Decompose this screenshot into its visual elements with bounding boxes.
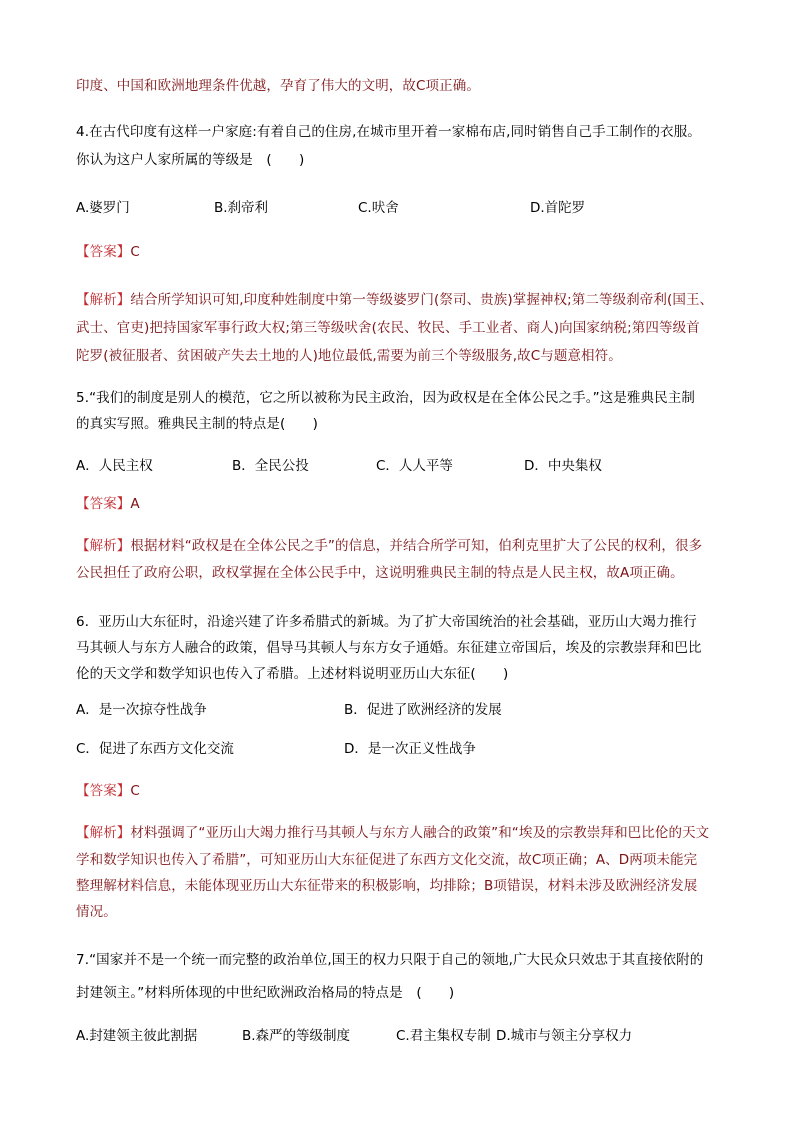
- analysis-text: 结合所学知识可知,印度种姓制度中第一等级婆罗门(祭司、贵族)掌握神权;第二等级刹帝利(国王、: [130, 292, 714, 308]
- q6-analysis-line-3: 整理解材料信息，未能体现亚历山大东征带来的积极影响，均排除；B项错误，材料未涉及欧洲经济发展: [76, 878, 698, 894]
- intro-analysis-line: 印度、中国和欧洲地理条件优越，孕育了伟大的文明，故C项正确。: [76, 78, 480, 94]
- q7-stem-line-2: 封建领主。”材料所体现的中世纪欧洲政治格局的特点是 ( ): [76, 985, 455, 1001]
- q4-option-a: A.婆罗门: [76, 200, 130, 216]
- q5-option-d: D．中央集权: [524, 458, 602, 474]
- q5-option-b: B．全民公投: [232, 458, 309, 474]
- q5-analysis-line-1: [76, 536, 754, 556]
- q4-stem-line-2: 你认为这户人家所属的等级是 ( ): [76, 152, 305, 168]
- q5-stem-line-1: 5.“我们的制度是别人的模范，它之所以被称为民主政治，因为政权是在全体公民之手。”这是雅典民主制: [76, 390, 695, 406]
- q6-analysis-line-2: 学和数学知识也传入了希腊”，可知亚历山大东征促进了东西方文化交流，故C项正确；A、D两项未能完: [76, 852, 698, 868]
- answer-value: C: [130, 783, 140, 799]
- q5-stem-line-2: 的真实写照。雅典民主制的特点是( ): [76, 416, 318, 432]
- q7-option-a: A.封建领主彼此割据: [76, 1028, 198, 1044]
- analysis-tag: 【解析】: [76, 538, 131, 554]
- answer-tag: 【答案】: [76, 496, 131, 512]
- q4-answer: [76, 242, 754, 262]
- q6-stem-line-1: 6．亚历山大东征时，沿途兴建了许多希腊式的新城。为了扩大帝国统治的社会基础，亚历山大竭力推行: [76, 614, 697, 630]
- q4-option-c: C.吠舍: [358, 200, 399, 216]
- q4-option-d: D.首陀罗: [530, 200, 586, 216]
- analysis-tag: 【解析】: [76, 825, 131, 841]
- answer-tag: 【答案】: [76, 783, 131, 799]
- q6-analysis-line-4: 情况。: [76, 904, 117, 920]
- q7-option-c: C.君主集权专制: [396, 1028, 491, 1044]
- q4-stem-line-1: 4.在古代印度有这样一户家庭:有着自己的住房,在城市里开着一家棉布店,同时销售自己手工制作的衣服。: [76, 124, 701, 140]
- analysis-tag: 【解析】: [76, 292, 131, 308]
- q5-option-a: A．人民主权: [76, 458, 153, 474]
- analysis-text: 根据材料“政权是在全体公民之手”的信息，并结合所学可知，伯利克里扩大了公民的权利，很多: [130, 538, 703, 554]
- q4-analysis-line-3: 陀罗(被征服者、贫困破产失去土地的人)地位最低,需要为前三个等级服务,故C与题意相符。: [76, 348, 622, 364]
- q6-analysis-line-1: [76, 823, 754, 843]
- q6-option-c: C．促进了东西方文化交流: [76, 741, 234, 757]
- answer-value: C: [130, 244, 140, 260]
- q7-option-b: B.森严的等级制度: [242, 1028, 351, 1044]
- answer-value: A: [130, 496, 140, 512]
- q5-answer: [76, 494, 754, 514]
- q6-option-b: B．促进了欧洲经济的发展: [344, 702, 502, 718]
- q6-stem-line-3: 伦的天文学和数学知识也传入了希腊。上述材料说明亚历山大东征( ): [76, 666, 509, 682]
- q6-option-d: D．是一次正义性战争: [344, 741, 476, 757]
- q6-answer: [76, 781, 754, 801]
- q7-option-d: D.城市与领主分享权力: [496, 1028, 633, 1044]
- q4-option-b: B.刹帝利: [214, 200, 269, 216]
- q4-analysis-line-1: [76, 290, 754, 310]
- q6-stem-line-2: 马其顿人与东方人融合的政策，倡导马其顿人与东方女子通婚。东征建立帝国后，埃及的宗教崇拜和巴比: [76, 640, 702, 656]
- analysis-text: 材料强调了“亚历山大竭力推行马其顿人与东方人融合的政策”和“埃及的宗教崇拜和巴比伦的天文: [130, 825, 710, 841]
- answer-tag: 【答案】: [76, 244, 131, 260]
- q5-option-c: C．人人平等: [376, 458, 453, 474]
- q7-stem-line-1: 7.“国家并不是一个统一而完整的政治单位,国王的权力只限于自己的领地,广大民众只效忠于其直接依附的: [76, 952, 704, 968]
- q4-analysis-line-2: 武士、官吏)把持国家军事行政大权;第三等级吠舍(农民、牧民、手工业者、商人)向国家纳税;第四等级首: [76, 320, 700, 336]
- q5-analysis-line-2: 公民担任了政府公职，政权掌握在全体公民手中，这说明雅典民主制的特点是人民主权，故A项正确。: [76, 565, 684, 581]
- q6-option-a: A．是一次掠夺性战争: [76, 702, 207, 718]
